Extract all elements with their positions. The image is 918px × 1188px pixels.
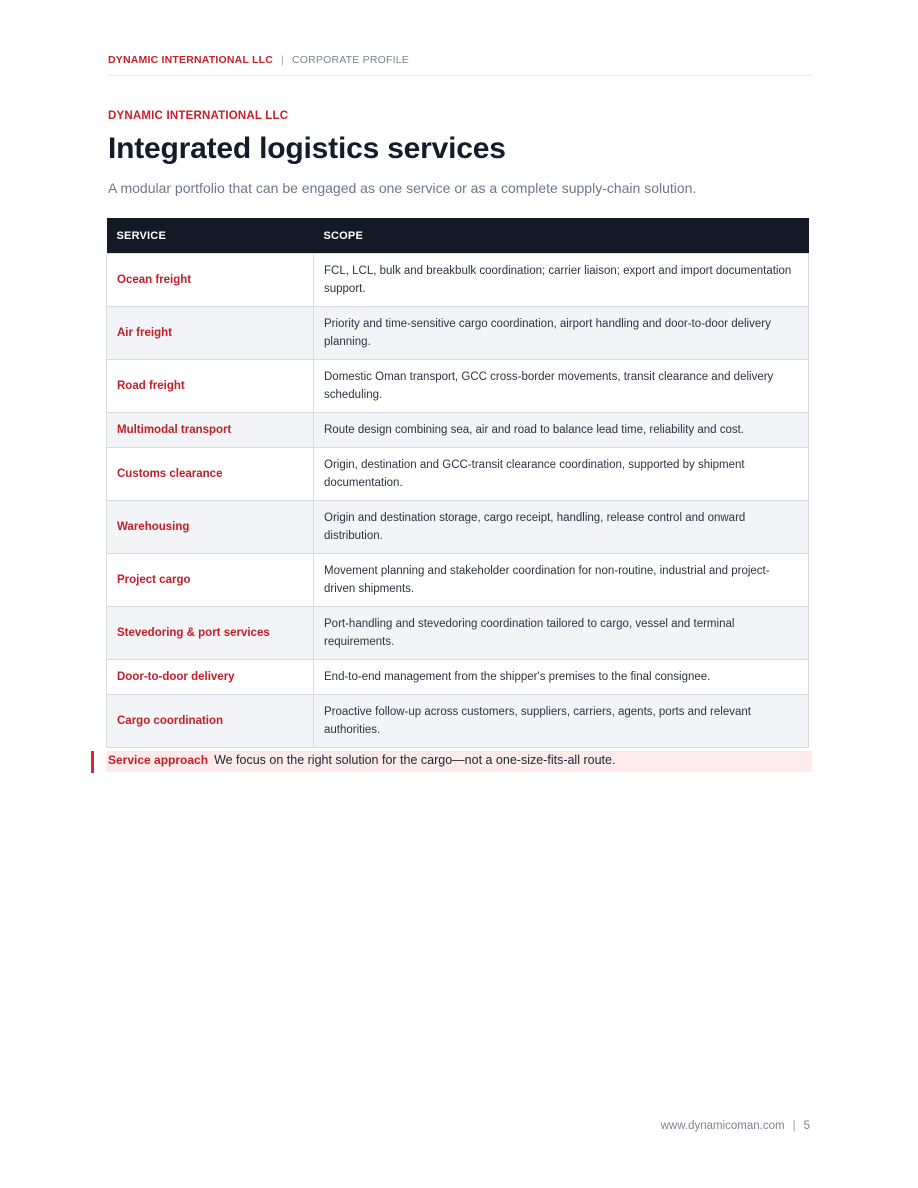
header-separator: | — [281, 54, 284, 66]
callout-text: We focus on the right solution for the cargo—not a one-size-fits-all route. — [214, 753, 616, 767]
table-row — [107, 413, 809, 448]
table-row — [107, 695, 809, 748]
table-row — [107, 660, 809, 695]
table-row — [107, 360, 809, 413]
service-name: Ocean freight — [107, 254, 314, 307]
service-approach-callout — [106, 751, 812, 772]
service-scope: Route design combining sea, air and road to balance lead time, reliability and cost. — [314, 413, 809, 448]
footer-website: www.dynamicoman.com — [660, 1120, 785, 1132]
table-row — [107, 448, 809, 501]
service-scope: FCL, LCL, bulk and breakbulk coordination; carrier liaison; export and import documentation support. — [314, 254, 809, 307]
service-scope: End-to-end management from the shipper's premises to the final consignee. — [314, 660, 809, 695]
service-scope: Port-handling and stevedoring coordination tailored to cargo, vessel and terminal requirements. — [314, 607, 809, 660]
section-eyebrow: DYNAMIC INTERNATIONAL LLC — [108, 110, 289, 122]
column-header-service: SERVICE — [107, 218, 314, 254]
callout-label: Service approach — [108, 753, 209, 767]
table-row — [107, 254, 809, 307]
service-name: Door-to-door delivery — [107, 660, 314, 695]
service-name: Air freight — [107, 307, 314, 360]
service-scope: Origin, destination and GCC-transit clearance coordination, supported by shipment documentation. — [314, 448, 809, 501]
column-header-scope: SCOPE — [314, 218, 809, 254]
page-number: 5 — [803, 1120, 810, 1132]
service-name: Stevedoring & port services — [107, 607, 314, 660]
table-row — [107, 307, 809, 360]
service-name: Warehousing — [107, 501, 314, 554]
running-header — [108, 54, 812, 76]
service-name: Project cargo — [107, 554, 314, 607]
callout-accent-bar — [91, 751, 94, 773]
footer-separator: | — [792, 1120, 796, 1132]
service-scope: Domestic Oman transport, GCC cross-border movements, transit clearance and delivery scheduling. — [314, 360, 809, 413]
service-scope: Priority and time-sensitive cargo coordination, airport handling and door-to-door delivery planning. — [314, 307, 809, 360]
service-scope: Origin and destination storage, cargo receipt, handling, release control and onward distribution. — [314, 501, 809, 554]
table-row — [107, 501, 809, 554]
header-document-label: CORPORATE PROFILE — [291, 54, 409, 66]
service-name: Road freight — [107, 360, 314, 413]
service-scope: Movement planning and stakeholder coordination for non-routine, industrial and project-driven shipments. — [314, 554, 809, 607]
table-row — [107, 607, 809, 660]
table-row — [107, 554, 809, 607]
service-name: Customs clearance — [107, 448, 314, 501]
service-scope: Proactive follow-up across customers, suppliers, carriers, agents, ports and relevant authorities. — [314, 695, 809, 748]
service-name: Multimodal transport — [107, 413, 314, 448]
page-footer — [661, 1120, 810, 1132]
services-table — [106, 218, 809, 748]
page-subtitle: A modular portfolio that can be engaged as one service or as a complete supply-chain solution. — [108, 180, 697, 196]
header-company-name: DYNAMIC INTERNATIONAL LLC — [108, 54, 274, 66]
page-title: Integrated logistics services — [108, 132, 506, 165]
table-header-row — [107, 218, 809, 254]
service-name: Cargo coordination — [107, 695, 314, 748]
